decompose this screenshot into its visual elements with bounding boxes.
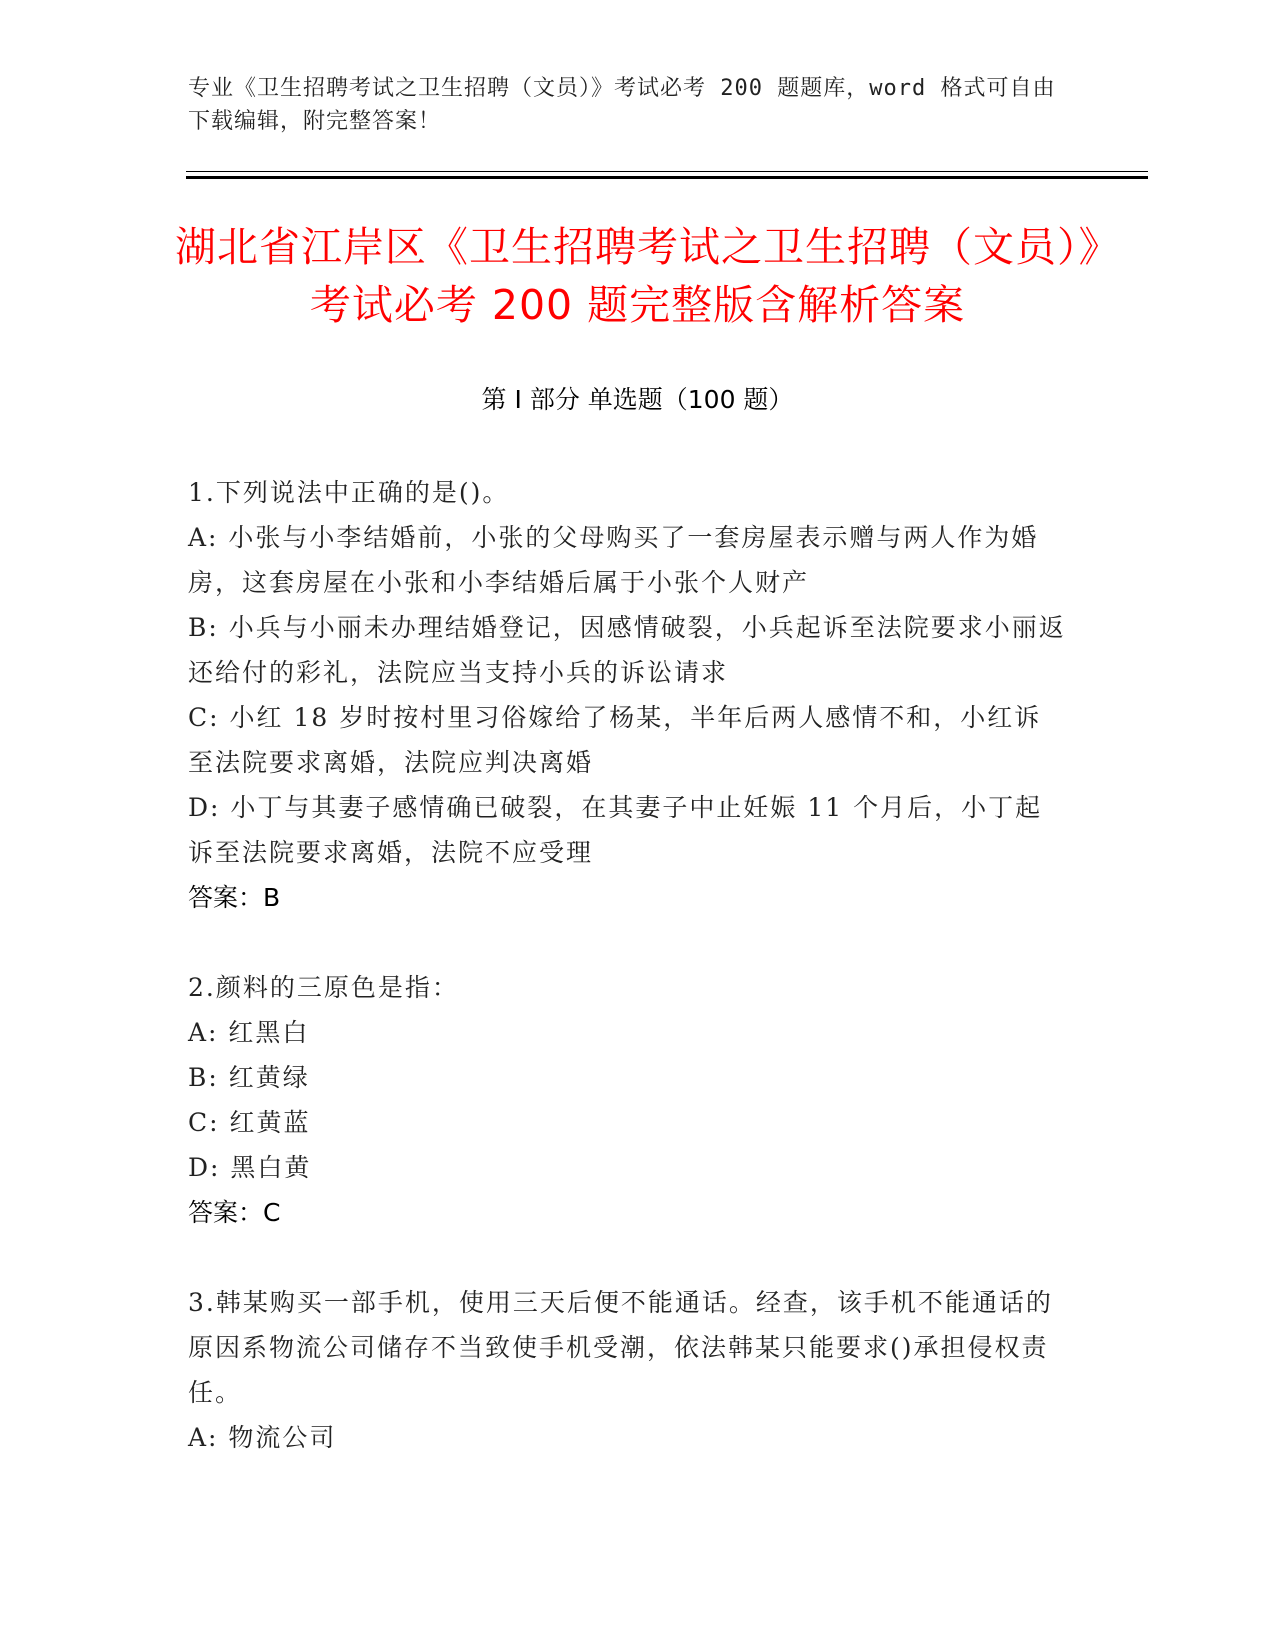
header-divider-thin [186, 171, 1148, 172]
question-list [188, 470, 1068, 1505]
document-title: 湖北省江岸区《卫生招聘考试之卫生招聘（文员）》考试必考 200 题完整版含解析答案 [175, 223, 1100, 329]
option-a: A: 红黑白 [188, 1018, 310, 1047]
option-a: A: 小张与小李结婚前，小张的父母购买了一套房屋表示赠与两人作为婚房，这套房屋在小张和小李结婚后属于小张个人财产 [188, 523, 1039, 597]
option-a: A: 物流公司 [188, 1423, 337, 1452]
question-1 [188, 470, 1068, 920]
question-stem: 2.颜料的三原色是指： [188, 973, 459, 1002]
section-heading: 第 I 部分 单选题（100 题） [481, 385, 794, 414]
option-c: C: 小红 18 岁时按村里习俗嫁给了杨某，半年后两人感情不和，小红诉至法院要求离婚，法院应判决离婚 [188, 703, 1042, 777]
option-d: D: 黑白黄 [188, 1153, 312, 1182]
header-note: 专业《卫生招聘考试之卫生招聘（文员）》考试必考 200 题题库，word 格式可自由下载编辑，附完整答案！ [188, 76, 1056, 134]
option-c: C: 红黄蓝 [188, 1108, 311, 1137]
answer-line: 答案：C [188, 1198, 281, 1227]
option-d: D: 小丁与其妻子感情确已破裂，在其妻子中止妊娠 11 个月后，小丁起诉至法院要求离婚，法院不应受理 [188, 793, 1043, 867]
option-b: B: 小兵与小丽未办理结婚登记，因感情破裂，小兵起诉至法院要求小丽返还给付的彩礼，法院应当支持小兵的诉讼请求 [188, 613, 1066, 687]
question-stem: 1.下列说法中正确的是()。 [188, 478, 510, 507]
answer-line: 答案：B [188, 883, 281, 912]
question-3 [188, 1280, 1068, 1460]
header-divider-thick [186, 176, 1148, 179]
question-stem: 3.韩某购买一部手机，使用三天后便不能通话。经查，该手机不能通话的原因系物流公司储存不当致使手机受潮，依法韩某只能要求()承担侵权责任。 [188, 1288, 1053, 1407]
question-2 [188, 965, 1068, 1235]
option-b: B: 红黄绿 [188, 1063, 310, 1092]
